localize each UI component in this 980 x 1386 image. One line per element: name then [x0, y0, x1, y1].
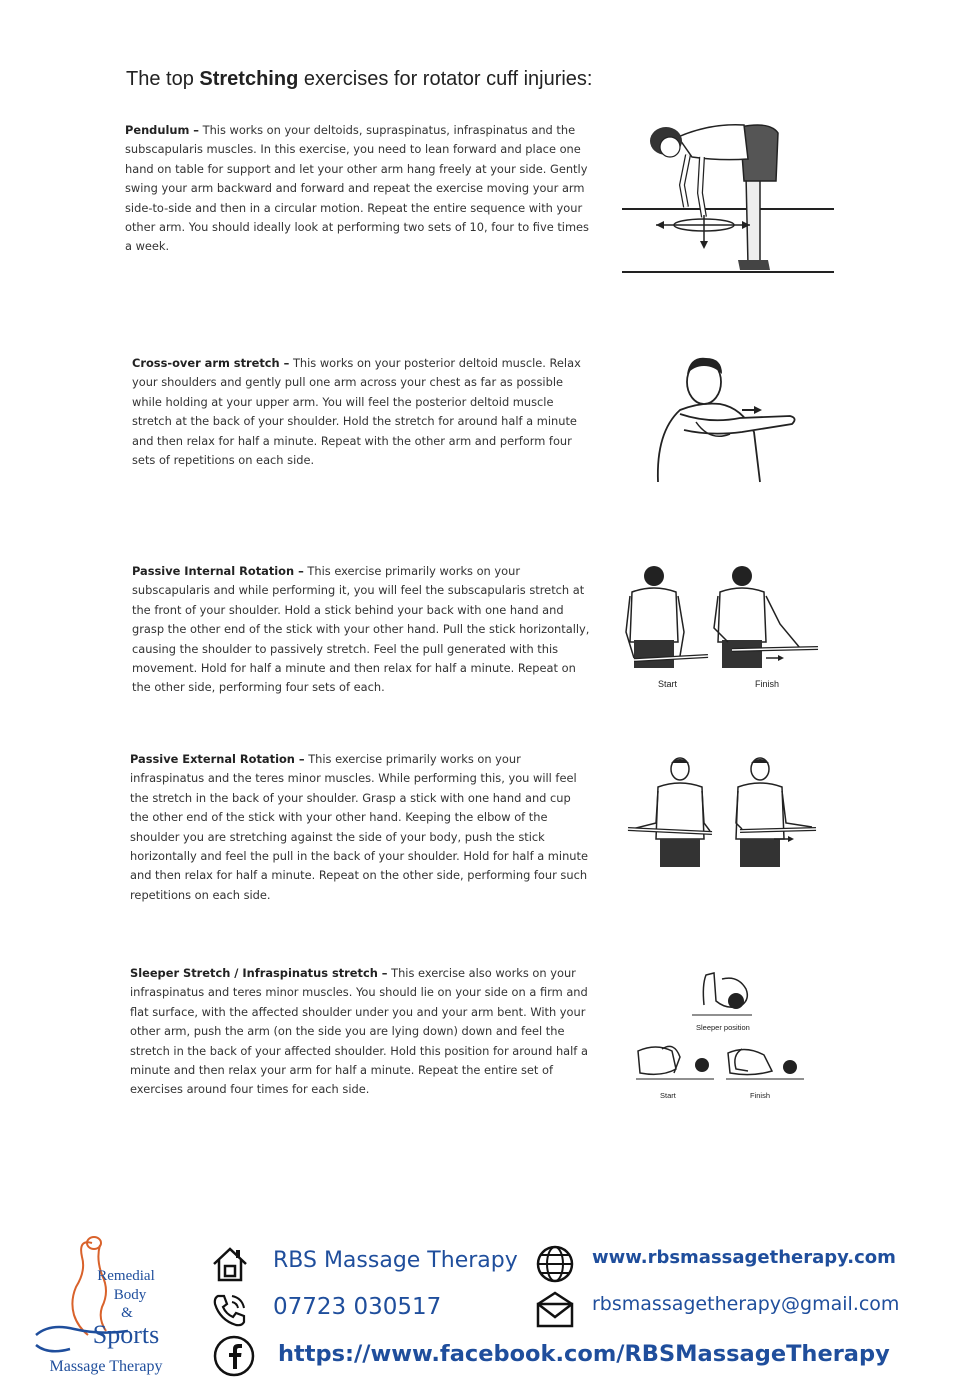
exercise-external-rotation-text: Passive External Rotation – This exercise primarily works on your infraspinatus and the teres minor muscles. While performing this, you will feel the stretch in the back of your shoulder. Grasp a stick with one hand and cup the other end of the stick with your other hand. Keeping the elbow of the shoulder you are stretching against the side of your body, push the stick horizontally and feel the pull in the back of your shoulder. Hold for half a minute and then relax for half a minute. Repeat on the other side, performing four such repetitions on each side. [130, 752, 588, 902]
start-label: Start [658, 679, 678, 689]
logo-line: Remedial [97, 1268, 155, 1284]
pendulum-illustration [620, 115, 840, 277]
phone-icon [210, 1290, 250, 1334]
email-icon [535, 1290, 575, 1334]
home-icon [210, 1244, 250, 1288]
page-title: The top Stretching exercises for rotator cuff injuries: [126, 68, 593, 90]
email-link[interactable]: rbsmassagetherapy@gmail.com [592, 1293, 900, 1315]
globe-icon [535, 1244, 575, 1288]
sleeper-stretch-illustration [632, 965, 812, 1105]
finish-label: Finish [750, 1091, 771, 1100]
rbs-logo [30, 1235, 200, 1380]
facebook-link[interactable]: https://www.facebook.com/RBSMassageTherapy [278, 1341, 890, 1367]
external-rotation-illustration [624, 755, 820, 871]
phone-number[interactable]: 07723 030517 [273, 1294, 442, 1320]
facebook-icon[interactable] [213, 1335, 255, 1381]
exercise-crossover-text: Cross-over arm stretch – This works on your posterior deltoid muscle. Relax your shoulders and gently pull one arm across your chest as far as possible while holding at your upper arm. You will feel the posterior deltoid muscle stretch at the back of your shoulder. Hold the stretch for around half a minute and then relax for half a minute. Repeat with the other arm and perform four sets of repetitions on each side. [132, 356, 581, 468]
logo-line: & [121, 1305, 133, 1321]
sleeper-position-label: Sleeper position [696, 1023, 750, 1032]
exercise-internal-rotation-text: Passive Internal Rotation – This exercise primarily works on your subscapularis and while performing it, you will feel the subscapularis stretch at the front of your shoulder. Hold a stick behind your back with one hand and grasp the other end of the stick with your other hand. Pull the stick horizontally, causing the shoulder to passively stretch. Feel the pull generated with this movement. Hold for half a minute and then relax for half a minute. Repeat on the other side, performing four sets of each. [132, 564, 590, 695]
exercise-name: Pendulum – [125, 123, 199, 137]
finish-label: Finish [755, 679, 780, 689]
crossover-illustration [650, 352, 800, 484]
exercise-name: Passive External Rotation – [130, 752, 305, 766]
exercise-name: Cross-over arm stretch – [132, 356, 290, 370]
exercise-name: Sleeper Stretch / Infraspinatus stretch – [130, 966, 388, 980]
logo-line: Massage Therapy [49, 1358, 163, 1375]
logo-line: Body [113, 1287, 147, 1303]
business-name: RBS Massage Therapy [273, 1248, 518, 1273]
start-label: Start [660, 1091, 676, 1100]
internal-rotation-illustration [620, 562, 830, 690]
exercise-sleeper-text: Sleeper Stretch / Infraspinatus stretch – This exercise also works on your infraspinatus and teres minor muscles. You should lie on your side on a firm and flat surface, with the affected shoulder under you and your arm bent. With your other arm, push the arm (on the side you are lying down) down and feel the stretch in the back of your affected shoulder. Hold this position for around half a minute and then relax your arm for half a minute. Repeat the entire set of exercises around four times for each side. [130, 966, 588, 1097]
website-link[interactable]: www.rbsmassagetherapy.com [592, 1247, 896, 1268]
exercise-name: Passive Internal Rotation – [132, 564, 304, 578]
exercise-pendulum-text: Pendulum – This works on your deltoids, supraspinatus, infraspinatus and the subscapularis muscles. In this exercise, you need to lean forward and place one hand on table for support and let your other arm hang freely at your side. Gently swing your arm backward and forward and repeat the exercise moving your arm side-to-side and then in a circular motion. Repeat the entire sequence with your other arm. You should ideally look at performing two sets of 10, four to five times a week. [125, 123, 589, 254]
logo-line: Sports [92, 1320, 160, 1349]
